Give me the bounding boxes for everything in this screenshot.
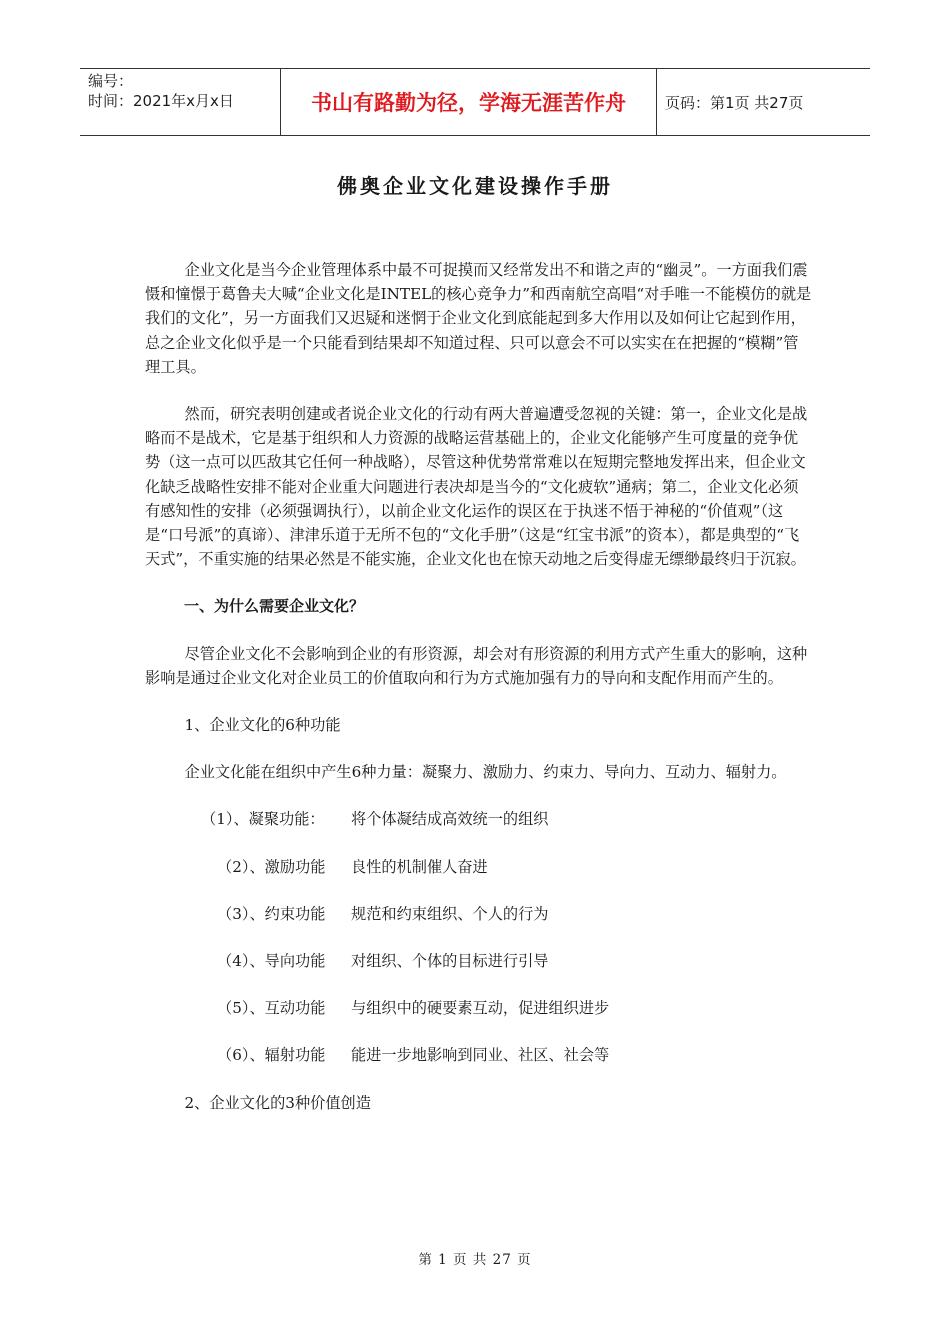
page-footer: 第 1 页 共 27 页 <box>418 1252 532 1268</box>
function-desc: 对组织、个体的目标进行引导 <box>351 952 549 971</box>
motto: 书山有路勤为径，学海无涯苦作舟 <box>281 69 657 135</box>
header-meta-cell <box>80 69 281 135</box>
function-item <box>145 949 813 973</box>
function-desc: 能进一步地影响到同业、社区、社会等 <box>351 1046 610 1065</box>
document-body <box>145 258 813 1138</box>
paragraph-influence: 尽管企业文化不会影响到企业的有形资源，却会对有形资源的利用方式产生重大的影响，这种影响是通过企业文化对企业员工的价值取向和行为方式施加强有力的导向和支配作用而产生的。 <box>145 644 808 687</box>
function-label: （3）、约束功能 <box>217 904 326 923</box>
paragraph-keys: 然而，研究表明创建或者说企业文化的行动有两大普遍遭受忽视的关键：第一，企业文化是战略而不是战术，它是基于组织和人力资源的战略运营基础上的，企业文化能够产生可度量的竞争优势（这一点可以匹敌其它任何一种战略），尽管这种优势常常难以在短期完整地发挥出来，但企业文化缺乏战略性安排不能对企业重大问题进行表决却是当今的“文化疲软”通病；第二，企业文化必须有感知性的安排（必须强调执行），以前企业文化运作的误区在于执迷不悟于神秘的“价值观”（这是“口号派”的真谛）、津津乐道于无所不包的“文化手册”（这是“红宝书派”的资本），都是典型的“飞天式”，不重实施的结果必然是不能实施，企业文化也在惊天动地之后变得虚无缥缈最终归于沉寂。 <box>145 405 808 569</box>
function-label: （5）、互动功能 <box>217 999 326 1018</box>
function-label: （2）、激励功能 <box>217 857 326 876</box>
section-heading: 一、为什么需要企业文化？ <box>184 597 365 616</box>
subsection-values: 2、企业文化的3种价值创造 <box>184 1093 371 1112</box>
function-label: （6）、辐射功能 <box>217 1046 326 1065</box>
serial-label: 编号： <box>88 72 134 90</box>
function-item <box>145 807 813 831</box>
page-info: 页码：第1页 共27页 <box>665 93 804 112</box>
function-label: （4）、导向功能 <box>217 952 326 971</box>
function-item <box>145 855 813 879</box>
function-item <box>145 1043 813 1067</box>
time-label: 时间：2021年x月x日 <box>88 92 234 110</box>
subsection-functions: 1、企业文化的6种功能 <box>184 716 341 735</box>
function-desc: 与组织中的硬要素互动，促进组织进步 <box>351 999 610 1018</box>
function-label: （1）、凝聚功能： <box>201 810 325 829</box>
function-desc: 将个体凝结成高效统一的组织 <box>351 810 549 829</box>
function-item <box>145 902 813 926</box>
header-table <box>80 68 870 136</box>
document-title: 佛奥企业文化建设操作手册 <box>337 174 613 198</box>
paragraph-intro: 企业文化是当今企业管理体系中最不可捉摸而又经常发出不和谐之声的“幽灵”。一方面我们震慑和憧憬于葛鲁夫大喊“企业文化是INTEL的核心竞争力”和西南航空高唱“对手唯一不能模仿的就是我们的文化”，另一方面我们又迟疑和迷惘于企业文化到底能起到多大作用以及如何让它起到作用，总之企业文化似乎是一个只能看到结果却不知道过程、只可以意会不可以实实在在把握的“模糊”管理工具。 <box>145 261 812 376</box>
function-desc: 良性的机制催人奋进 <box>351 857 488 876</box>
paragraph-forces: 企业文化能在组织中产生6种力量：凝聚力、激励力、约束力、导向力、互动力、辐射力。 <box>184 763 787 782</box>
function-item <box>145 996 813 1020</box>
function-desc: 规范和约束组织、个人的行为 <box>351 904 549 923</box>
